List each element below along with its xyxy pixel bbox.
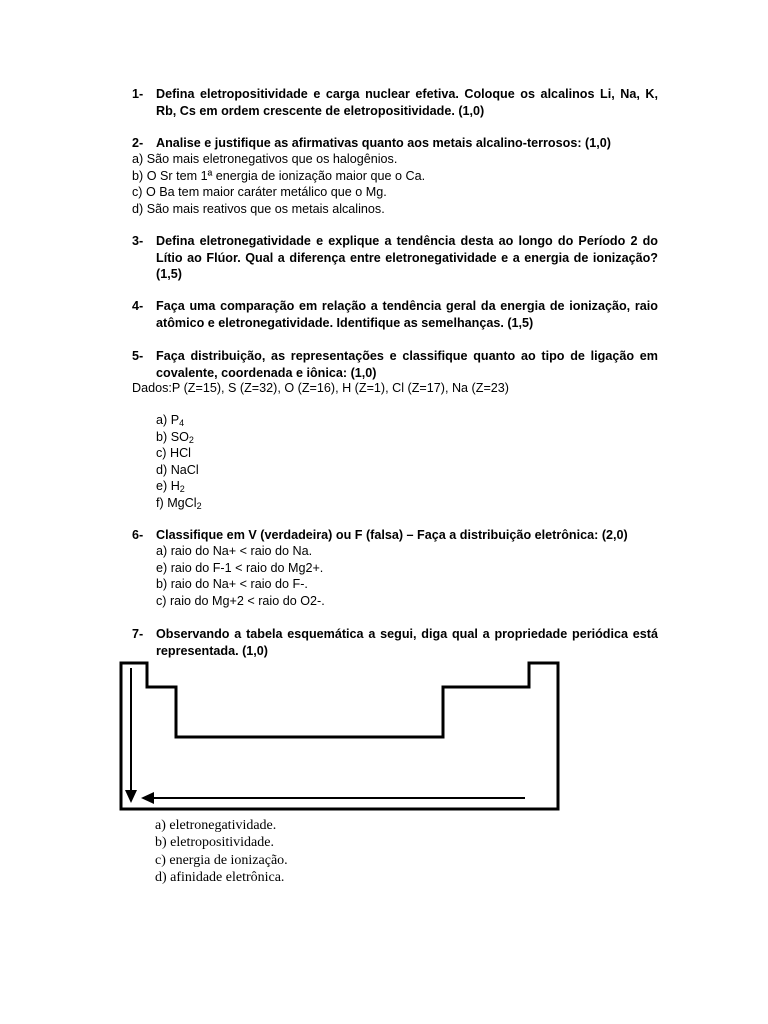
question-6-options	[156, 543, 325, 609]
option-item: c) energia de ionização.	[155, 852, 288, 868]
left-arrow-icon	[141, 792, 525, 804]
question-6	[132, 527, 658, 544]
question-number: 5-	[132, 349, 144, 363]
question-number: 2-	[132, 136, 144, 150]
option-item: a) raio do Na+ < raio do Na.	[156, 544, 313, 558]
option-item: e) $H_2$	[156, 479, 185, 494]
question-text: Defina eletronegatividade e explique a tendência desta ao longo do Período 2 do Lítio ao Flúor. Qual a diferença entre eletronegatividade e a energia de ionização? (1,5)	[156, 234, 658, 281]
question-number: 3-	[132, 234, 144, 248]
option-item: d) NaCl	[156, 462, 199, 477]
option-item: b) raio do Na+ < raio do F-.	[156, 577, 308, 591]
question-2	[132, 135, 658, 152]
question-5-options	[156, 412, 202, 511]
option-item: a) eletronegatividade.	[155, 818, 277, 833]
periodic-table-outline	[121, 663, 558, 809]
question-7	[132, 626, 658, 659]
question-1	[132, 86, 658, 119]
question-text: Analise e justifique as afirmativas quanto aos metais alcalino-terrosos: (1,0)	[156, 136, 611, 150]
question-text: Classifique em V (verdadeira) ou F (falsa) – Faça a distribuição eletrônica: (2,0)	[156, 528, 628, 542]
question-text: Faça uma comparação em relação a tendência geral da energia de ionização, raio atômico e eletronegatividade. Identifique as semelhanças. (1,5)	[156, 299, 658, 330]
question-7-options	[155, 817, 288, 886]
option-item: d) São mais reativos que os metais alcalinos.	[132, 201, 385, 216]
option-item: b) eletropositividade.	[155, 835, 274, 851]
down-arrow-icon	[125, 668, 137, 803]
question-number: 4-	[132, 299, 144, 313]
question-number: 1-	[132, 87, 144, 101]
question-text: Faça distribuição, as representações e classifique quanto ao tipo de ligação em covalente, coordenada e iônica: (1,0)	[156, 349, 658, 380]
option-item: b) $SO_2$	[156, 429, 194, 445]
question-4	[132, 298, 658, 331]
question-text: Defina eletropositividade e carga nuclear efetiva. Coloque os alcalinos Li, Na, K, Rb, Cs em ordem crescente de eletropositividade. (1,0)	[156, 87, 658, 118]
option-item: c) HCl	[156, 446, 191, 460]
option-item: a) $P_4$	[156, 413, 185, 428]
question-number: 6-	[132, 528, 144, 542]
option-item: c) O Ba tem maior caráter metálico que o Mg.	[132, 185, 387, 199]
option-item: a) São mais eletronegativos que os halogênios.	[132, 152, 398, 166]
question-5	[132, 348, 658, 381]
periodic-table-diagram	[118, 660, 564, 812]
option-item: c) raio do Mg+2 < raio do O2-.	[156, 593, 325, 608]
question-number: 7-	[132, 627, 144, 641]
option-item: d) afinidade eletrônica.	[155, 869, 285, 885]
question-5-data: Dados:P (Z=15), S (Z=32), O (Z=16), H (Z=1), Cl (Z=17), Na (Z=23)	[132, 381, 509, 395]
question-text: Observando a tabela esquemática a segui, diga qual a propriedade periódica está representada. (1,0)	[156, 627, 658, 658]
option-item: b) O Sr tem 1ª energia de ionização maior que o Ca.	[132, 168, 426, 183]
question-3	[132, 233, 658, 283]
option-item: e) raio do F-1 < raio do Mg2+.	[156, 560, 324, 575]
option-item: f) MgCl$_2$	[156, 495, 202, 511]
question-2-options	[132, 151, 425, 217]
